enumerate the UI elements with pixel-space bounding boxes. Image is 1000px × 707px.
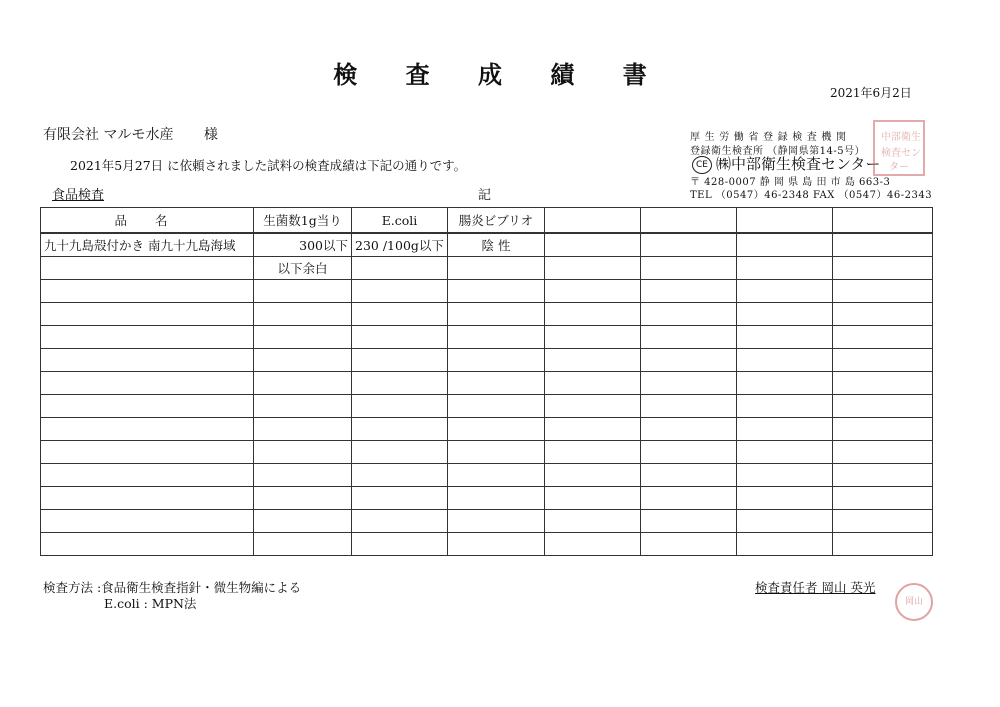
table-row (41, 395, 933, 418)
table-cell (352, 510, 448, 533)
table-cell: 300以下 (254, 233, 352, 257)
table-cell (448, 510, 545, 533)
table-cell (545, 257, 641, 280)
personal-seal-stamp: 岡山 (895, 583, 933, 621)
table-row (41, 533, 933, 556)
table-cell: 230 /100g以下 (352, 233, 448, 257)
table-cell (833, 395, 933, 418)
table-cell (545, 441, 641, 464)
table-cell (41, 280, 254, 303)
table-cell (41, 349, 254, 372)
table-cell (833, 533, 933, 556)
table-cell: 九十九島殻付かき 南九十九島海域 (41, 233, 254, 257)
table-cell (254, 303, 352, 326)
results-table (40, 207, 933, 556)
table-cell (833, 510, 933, 533)
header-empty (545, 208, 641, 234)
table-cell (833, 233, 933, 257)
header-empty (641, 208, 737, 234)
table-cell (352, 464, 448, 487)
table-cell (352, 280, 448, 303)
table-cell (641, 326, 737, 349)
table-cell (641, 510, 737, 533)
addressee (43, 124, 218, 144)
test-method-ecoli: E.coli : MPN法 (104, 596, 197, 611)
table-cell (833, 349, 933, 372)
table-cell (254, 533, 352, 556)
table-cell (833, 418, 933, 441)
table-cell (254, 372, 352, 395)
table-cell (352, 441, 448, 464)
table-row (41, 326, 933, 349)
header-product-name: 品 名 (41, 208, 254, 234)
table-row (41, 510, 933, 533)
ki-label: 記 (478, 188, 492, 203)
addressee-company: 有限会社 マルモ水産 (43, 127, 174, 143)
table-cell (41, 487, 254, 510)
table-cell (737, 441, 833, 464)
table-cell (641, 372, 737, 395)
table-cell (448, 349, 545, 372)
table-cell (352, 395, 448, 418)
table-row (41, 349, 933, 372)
lab-registration-number: 登録衛生検査所 （静岡県第14-5号） (690, 146, 866, 157)
lab-name-text: ㈱中部衛生検査センター (716, 155, 881, 173)
table-cell (641, 418, 737, 441)
table-cell (41, 464, 254, 487)
header-empty (833, 208, 933, 234)
table-row (41, 464, 933, 487)
table-cell (545, 233, 641, 257)
table-cell (545, 418, 641, 441)
test-method: 検査方法 :食品衛生検査指針・微生物編による (43, 580, 302, 595)
table-cell (448, 280, 545, 303)
addressee-honorific: 様 (203, 127, 218, 143)
table-cell (352, 418, 448, 441)
table-cell (641, 487, 737, 510)
table-cell (641, 257, 737, 280)
table-cell (545, 280, 641, 303)
table-cell (448, 257, 545, 280)
table-cell (737, 487, 833, 510)
table-cell (41, 395, 254, 418)
table-cell (41, 303, 254, 326)
table-cell (833, 280, 933, 303)
table-cell (448, 303, 545, 326)
table-cell (545, 349, 641, 372)
table-cell (254, 349, 352, 372)
table-row (41, 257, 933, 280)
table-cell (737, 326, 833, 349)
issue-date: 2021年6月2日 (830, 86, 912, 100)
table-cell (254, 464, 352, 487)
table-cell (737, 418, 833, 441)
table-cell (448, 418, 545, 441)
table-cell (641, 349, 737, 372)
table-cell (41, 441, 254, 464)
table-cell (833, 326, 933, 349)
table-cell (448, 533, 545, 556)
lab-seal-stamp: 中部 衛生 検査 セン ター (873, 120, 925, 176)
lab-name (692, 153, 880, 174)
table-cell (352, 257, 448, 280)
table-cell (545, 487, 641, 510)
table-row (41, 441, 933, 464)
table-row (41, 372, 933, 395)
table-cell (254, 510, 352, 533)
table-cell (545, 372, 641, 395)
table-cell (254, 395, 352, 418)
table-cell (448, 487, 545, 510)
table-cell (254, 487, 352, 510)
lab-registration: 厚生労働省登録検査機関 (690, 132, 851, 143)
table-cell (41, 326, 254, 349)
table-cell (545, 464, 641, 487)
table-cell (737, 372, 833, 395)
header-viable-count: 生菌数1g当り (254, 208, 352, 234)
table-cell (737, 395, 833, 418)
table-cell (545, 395, 641, 418)
table-cell (352, 533, 448, 556)
table-row (41, 233, 933, 257)
table-cell (41, 533, 254, 556)
table-cell (352, 326, 448, 349)
table-cell (448, 372, 545, 395)
table-cell (41, 372, 254, 395)
table-cell (352, 487, 448, 510)
table-cell (352, 303, 448, 326)
table-cell (737, 257, 833, 280)
header-vibrio: 腸炎ビブリオ (448, 208, 545, 234)
table-cell (448, 326, 545, 349)
table-cell (737, 303, 833, 326)
table-cell (545, 533, 641, 556)
table-cell (737, 510, 833, 533)
table-cell (254, 280, 352, 303)
table-cell (41, 257, 254, 280)
table-cell (641, 533, 737, 556)
table-cell (545, 510, 641, 533)
table-cell (833, 441, 933, 464)
document-title: 検 査 成 績 書 (333, 60, 667, 89)
responsible-person: 検査責任者 岡山 英光 (755, 580, 876, 595)
table-cell (833, 464, 933, 487)
table-row (41, 487, 933, 510)
table-cell (833, 487, 933, 510)
table-cell (254, 418, 352, 441)
table-cell (641, 303, 737, 326)
header-ecoli: E.coli (352, 208, 448, 234)
table-cell (737, 349, 833, 372)
test-category: 食品検査 (52, 188, 105, 203)
table-cell (641, 280, 737, 303)
table-cell (41, 510, 254, 533)
table-cell (448, 395, 545, 418)
table-cell (352, 372, 448, 395)
table-cell: 以下余白 (254, 257, 352, 280)
table-cell (833, 372, 933, 395)
header-empty (737, 208, 833, 234)
table-cell (545, 326, 641, 349)
table-row (41, 303, 933, 326)
lab-phone: TEL （0547）46-2348 FAX （0547）46-2343 (690, 190, 933, 201)
lab-address: 〒 428-0007 静 岡 県 島 田 市 島 663-3 (690, 177, 891, 188)
table-cell (352, 349, 448, 372)
table-header-row (41, 208, 933, 234)
table-cell (41, 418, 254, 441)
table-cell (254, 326, 352, 349)
table-cell (737, 464, 833, 487)
table-cell (833, 303, 933, 326)
table-cell (641, 464, 737, 487)
table-cell: 陰 性 (448, 233, 545, 257)
table-cell (448, 441, 545, 464)
table-cell (641, 233, 737, 257)
table-cell (641, 441, 737, 464)
table-row (41, 418, 933, 441)
table-row (41, 280, 933, 303)
table-cell (448, 464, 545, 487)
table-cell (737, 233, 833, 257)
table-cell (545, 303, 641, 326)
lab-logo-icon: CE (692, 156, 712, 174)
table-cell (254, 441, 352, 464)
table-cell (737, 533, 833, 556)
table-cell (737, 280, 833, 303)
table-cell (641, 395, 737, 418)
table-cell (833, 257, 933, 280)
intro-text: 2021年5月27日 に依頼されました試料の検査成績は下記の通りです。 (70, 158, 467, 173)
